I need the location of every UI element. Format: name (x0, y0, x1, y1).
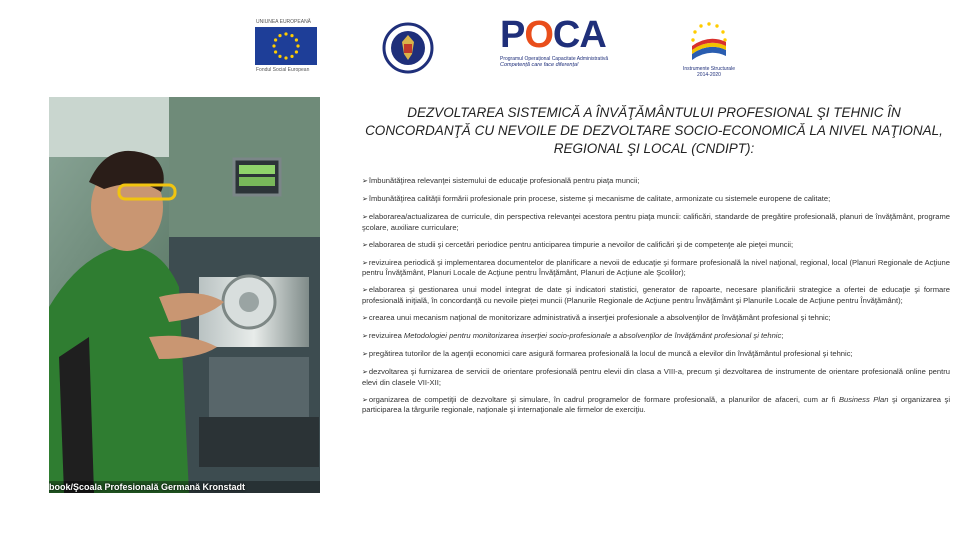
list-item: ➢elaborarea şi gestionarea unui model integrat de date şi indicatori statistici, generator de rapoarte, necesare planificării strategice a ofertei de educaţie şi formare profesională iniţială, în concordanţă cu nevoile pieţei muncii (Planurile Regionale de Acţiune pentru Învăţământ şi Planurile Locale de Acţiune pentru Învăţământ); (362, 285, 950, 305)
list-item: ➢revizuirea Metodologiei pentru monitorizarea inserţiei socio-profesionale a absolvenţilor de învăţământ profesional şi tehnic; (362, 331, 784, 341)
list-item: ➢organizarea de competiţii de dezvoltare şi simulare, în cadrul programelor de formare profesională, a planurilor de afaceri, cum ar fi Business Plan şi organizarea şi participarea la târgurile regionale, naţionale şi internaţionale ale firmelor de exerciţiu. (362, 394, 951, 415)
list-item: ➢dezvoltarea şi furnizarea de servicii de orientare profesională pentru elevii din clasa a VIII-a, precum şi dezvoltarea de instrumente de orientare profesională online pentru elevi din clasele VII-XII; (362, 367, 950, 387)
arrow-bullet-icon: ➢ (362, 260, 368, 268)
arrow-bullet-icon: ➢ (362, 241, 368, 249)
arrow-bullet-icon: ➢ (362, 369, 368, 377)
bullet-list (362, 176, 950, 422)
arrow-bullet-icon: ➢ (362, 314, 368, 322)
poca-subtitle: Programul Operațional Capacitate Administrativă (500, 56, 609, 62)
structural-instruments-period: 2014-2020 (697, 72, 721, 78)
list-item: ➢crearea unui mecanism naţional de monitorizare administrativă a inserţiei profesionale a absolvenţilor de învăţământ profesional şi tehnic; (362, 312, 831, 322)
structural-instruments-logo (682, 20, 736, 80)
photo-caption: book/Şcoala Profesională Germană Kronstadt (49, 482, 246, 492)
list-item: ➢pregătirea tutorilor de la agenţii economici care asigură formarea profesională la locul de muncă a elevilor din învăţământul profesional şi tehnic; (362, 349, 853, 359)
slide-title: DEZVOLTAREA SISTEMICĂ A ÎNVĂŢĂMÂNTULUI PROFESIONAL ŞI TEHNIC ÎN CONCORDANŢĂ CU NEVOILE DE DEZVOLTARE SOCIO-ECONOMICĂ LA NIVEL NAŢIONAL, REGIONAL ŞI LOCAL (CNDIPT): (365, 105, 943, 156)
arrow-bullet-icon: ➢ (362, 333, 368, 341)
list-item: ➢elaborarea/actualizarea de curricule, din perspectiva relevanţei acestora pentru piaţa muncii: calificări, standarde de pregătire profesională, planuri de învăţământ, programe şcolare, auxiliare curriculare; (362, 212, 950, 232)
structural-instruments-icon (682, 20, 736, 64)
logo-bar (0, 0, 960, 95)
eu-logo (253, 19, 319, 77)
workshop-photo (49, 97, 320, 493)
list-item: ➢elaborarea de studii şi cercetări periodice pentru anticiparea timpurie a nevoilor de calificări şi de competenţe ale pieţei muncii; (362, 239, 794, 249)
student-at-lathe-image (49, 97, 320, 493)
government-seal-icon (382, 22, 434, 74)
list-item: ➢revizuirea periodică şi implementarea documentelor de planificare a nevoii de educaţie şi formare profesională la nivel naţional, regional, local (Planuri Regionale de Acţiune pentru Învăţământ, Planuri Locale de Acţiune pentru Învăţământ, Planuri de Acţiune ale Şcolilor); (362, 258, 950, 278)
arrow-bullet-icon: ➢ (362, 287, 368, 295)
arrow-bullet-icon: ➢ (362, 178, 368, 185)
poca-tagline: Competență care face diferența! (500, 62, 579, 68)
structural-instruments-name: Instrumente Structurale (683, 66, 735, 72)
romanian-government-logo (382, 22, 434, 74)
arrow-bullet-icon: ➢ (362, 214, 368, 222)
list-item: ➢îmbunătăţirea relevanţei sistemului de educaţie profesională pentru piaţa muncii; (362, 176, 640, 185)
poca-wordmark: POCA (500, 14, 606, 56)
eu-flag-icon (255, 27, 317, 65)
arrow-bullet-icon: ➢ (362, 351, 368, 359)
eu-stars-icon (255, 27, 317, 65)
arrow-bullet-icon: ➢ (362, 396, 368, 404)
poca-logo (500, 16, 624, 76)
list-item: ➢îmbunătăţirea calităţii formării profesionale prin procese, sisteme şi mecanisme de calitate, armonizate cu sistemele europene de calitate; (362, 194, 831, 204)
eu-logo-title: UNIUNEA EUROPEANĂ (256, 19, 312, 25)
arrow-bullet-icon: ➢ (362, 196, 368, 204)
eu-logo-subtitle: Fondul Social European (256, 67, 310, 73)
